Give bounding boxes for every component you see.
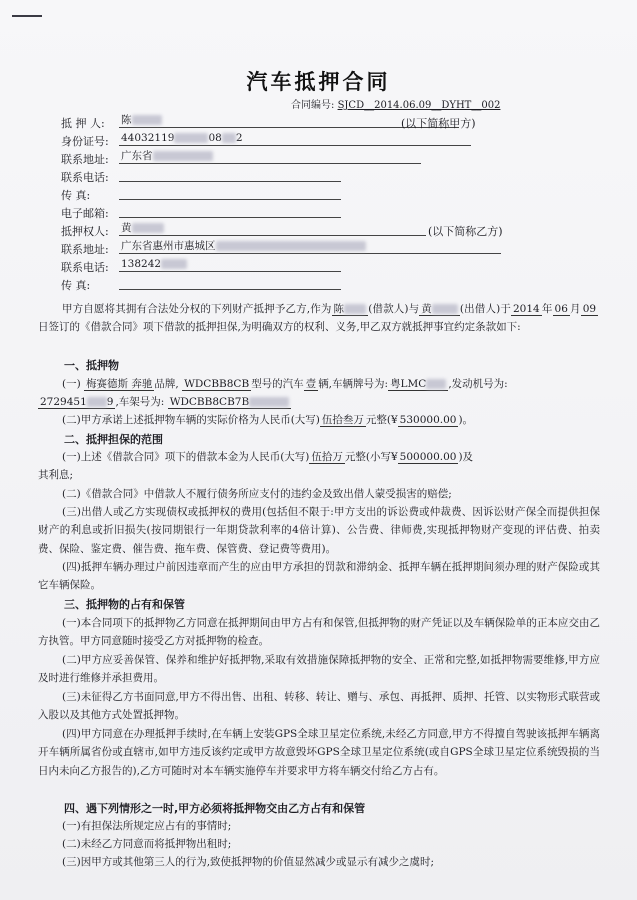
party-b-fax-value [119, 276, 341, 290]
party-a-fax-label: 传 真: [61, 189, 91, 202]
party-b-address-field [61, 240, 216, 256]
corner-mark [12, 15, 42, 17]
party-a-fax-field [61, 187, 119, 201]
section-1-heading: 一、抵押物 [64, 359, 119, 372]
mortgagee-label: 抵押权人: [61, 225, 109, 238]
section-2-item-3: (三)出借人或乙方实现债权或抵押权的费用(包括但不限于:甲方支出的诉讼费或仲裁费、因诉讼财产保全而提供担保财产的利息或折旧损失(按同期银行一年期贷款利率的4倍计算)、公告费、律师费,实现抵押物财产变现的评估费、拍卖费、保险、鉴定费、催告费、拖车费、保管费、登记费等费用)。 [38, 506, 600, 555]
party-a-address-field [61, 150, 153, 166]
document-title: 汽车抵押合同 [246, 70, 391, 94]
id-number-field [61, 132, 243, 148]
id-number-label: 身份证号: [61, 135, 109, 148]
mortgagee-value: 黄 [119, 222, 426, 236]
contract-number [291, 96, 500, 111]
party-b-address-value: 广东省惠州市惠城区 [119, 240, 501, 254]
section-2-item-2: (二)《借款合同》中借款人不履行债务所应支付的违约金及致出借人蒙受损害的赔偿; [62, 488, 452, 500]
section-3-item-3: (三)未征得乙方书面同意,甲方不得出售、出租、转移、转让、赠与、承包、再抵押、质押、托管、以实物形式联营或入股以及其他方式处置抵押物。 [38, 691, 600, 722]
party-b-fax-field [61, 277, 119, 291]
section-3-item-2: (二)甲方应妥善保管、保养和维护好抵押物,采取有效措施保障抵押物的安全、正常和完整,如抵押物需要维修,甲方应及时进行维修并承担费用。 [38, 654, 600, 685]
id-number-value: 44032119 08 2 [119, 132, 471, 146]
intro-paragraph: 甲方自愿将其拥有合法处分权的下列财产抵押予乙方,作为 陈 (借款人)与 黄 (出借人)于 2014 年 06 月 09日签订的《借款合同》项下借款的抵押担保,为明确双方的权利、义务,甲乙双方就抵押事宜约定条款如下: [38, 303, 597, 334]
section-4-item-3: (三)因甲方或其他第三人的行为,致使抵押物的价值显然减少或显示有减少之虞时; [62, 856, 435, 868]
contract-number-label: 合同编号: [291, 100, 335, 111]
section-3-item-4: (四)甲方同意在办理抵押手续时,在车辆上安装GPS全球卫星定位系统,未经乙方同意,甲方不得擅自驾驶该抵押车辆离开车辆所属省份或直辖市,如甲方违反该约定或甲方故意毁坏GPS全球卫星定位系统(或自GPS全球卫星定位系统毁损的当日内未向乙方报告的),乙方可随时对本车辆实施停车并要求甲方将车辆交付给乙方占有。 [38, 728, 600, 777]
section-1-item-2: (二)甲方承诺上述抵押物车辆的实际价格为人民币(大写) 伍拾叁万 元整(¥ 530000.00 )。 [62, 414, 474, 426]
section-4-item-1: (一)有担保法所规定应占有的事情时; [62, 820, 232, 832]
section-3-heading: 三、抵押物的占有和保管 [64, 598, 185, 611]
party-a-phone-value [119, 168, 341, 182]
mortgagor-value: 陈 [119, 114, 459, 128]
party-b-fax-label: 传 真: [61, 279, 91, 292]
party-a-email-value [119, 204, 341, 218]
party-a-email-field [61, 205, 119, 219]
party-a-email-label: 电子邮箱: [61, 207, 109, 220]
mortgagor-label: 抵 押 人: [61, 117, 105, 130]
party-a-phone-label: 联系电话: [61, 171, 109, 184]
section-1-item-1: (一) 梅赛德斯 奔驰 品牌, WDCBB8CB 型号的汽车 壹 辆,车辆牌号为: 粤LMC ,发动机号为: [62, 378, 508, 390]
section-1-item-1-cont: 2729451 9 ,车架号为: WDCBB8CB7B [38, 394, 291, 409]
section-2-item-1-cont: 其利息; [38, 469, 74, 481]
contract-number-value: SJCD__2014.06.09__DYHT__002 [337, 100, 501, 111]
party-b-phone-label: 联系电话: [61, 261, 109, 274]
party-a-address-value: 广东省 [119, 150, 421, 164]
party-b-phone-value: 138242 [119, 258, 341, 272]
section-4-item-2: (二)未经乙方同意而将抵押物出租时; [62, 838, 232, 850]
section-2-item-1: (一)上述《借款合同》项下的借款本金为人民币(大写) 伍拾万 元整(小写¥ 500000.00 )及 [62, 451, 474, 463]
section-2-heading: 二、抵押担保的范围 [64, 433, 163, 446]
section-4-heading: 四、遇下列情形之一时,甲方必须将抵押物交由乙方占有和保管 [64, 802, 366, 815]
mortgagee-field [61, 222, 503, 238]
party-a-fax-value [119, 186, 341, 200]
party-b-address-label: 联系地址: [61, 243, 109, 256]
party-a-phone-field [61, 169, 119, 183]
section-2-item-4: (四)抵押车辆办理过户前因违章而产生的应由甲方承担的罚款和滞纳金、抵押车辆在抵押期间须办理的财产保险或其它车辆保险。 [38, 561, 600, 592]
mortgagor-suffix: (以下简称甲方) [401, 117, 476, 130]
party-a-address-label: 联系地址: [61, 153, 109, 166]
section-3-item-1: (一)本合同项下的抵押物乙方同意在抵押期间由甲方占有和保管,但抵押物的财产凭证以及车辆保险单的正本应交由乙方执管。甲方同意随时接受乙方对抵押物的检查。 [38, 617, 600, 648]
mortgagee-suffix: (以下简称乙方) [428, 225, 503, 238]
mortgagor-field [61, 114, 476, 130]
party-b-phone-field [61, 258, 162, 274]
